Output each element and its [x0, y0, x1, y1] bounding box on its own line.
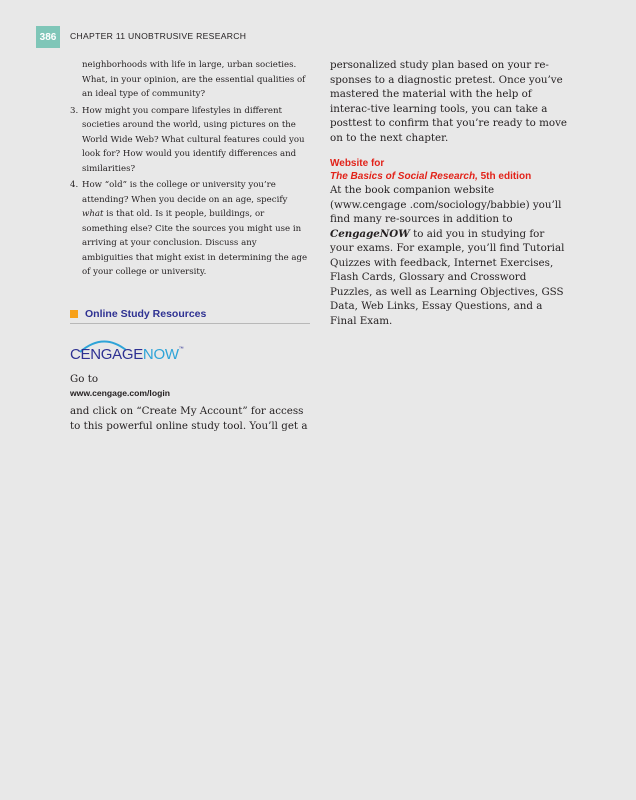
online-resources-heading: [70, 308, 310, 324]
right-column: [330, 58, 570, 328]
square-bullet-icon: [70, 310, 78, 318]
question-item: [70, 104, 310, 177]
question-item: [70, 178, 310, 280]
question-number: 3.: [70, 105, 79, 116]
website-description: [330, 183, 570, 328]
website-heading-line2: [330, 170, 570, 183]
go-to-text: Go to: [70, 372, 99, 385]
question-text-italic: what: [82, 209, 104, 219]
question-text: [82, 178, 310, 280]
website-heading-line1: Website for: [330, 158, 385, 169]
logo-text-now: NOW: [142, 345, 179, 363]
question-2-continuation: neighborhoods with life in large, urban societies. What, in your opinion, are the essential qualities of an ideal type of community?: [82, 60, 306, 99]
question-number: 4.: [70, 180, 79, 190]
running-head: CHAPTER 11 UNOBTRUSIVE RESEARCH: [70, 31, 247, 41]
website-text-brand: CengageNOW: [330, 227, 410, 240]
section-title: Online Study Resources: [85, 307, 207, 320]
question-text-part: is that old. Is it people, buildings, or something else? Cite the sources you might use in arriving at your conclusion. Discuss any ambiguities that might exist in determining the age of your college or university.: [82, 209, 308, 277]
logo-wordmark: [70, 346, 183, 363]
study-plan-continuation: personalized study plan based on your re-sponses to a diagnostic pretest. Once you’ve mastered the material with the help of interac-tive learning tools, you can take a posttest to confirm that you’re ready to move on to the next chapter.: [330, 59, 568, 144]
website-text-part: to aid you in studying for your exams. For example, you’ll find Tutorial Quizzes with feedback, Internet Exercises, Flash Cards, Glossary and Crossword Puzzles, as well as Learning Objectives, GSS Data, Web Links, Essay Questions, and a Final Exam.: [330, 227, 565, 327]
logo-trademark: ™: [178, 345, 184, 352]
website-heading-edition: 5th edition: [477, 171, 532, 182]
left-column: [70, 58, 310, 433]
page-number-badge: 386: [36, 26, 60, 48]
access-instructions: and click on “Create My Account” for access to this powerful online study tool. You’ll get a: [70, 405, 308, 432]
website-heading-book-title: The Basics of Social Research,: [330, 171, 478, 182]
website-text-part: At the book companion website (www.cengage .com/sociology/babbie) you’ll find many re-sources in addition to: [330, 184, 562, 225]
question-text: How might you compare lifestyles in different societies around the world, using pictures on the World Wide Web? What cultural features could you look for? How would you identify differences and similarities?: [82, 105, 305, 174]
login-url-link[interactable]: www.cengage.com/login: [70, 388, 170, 398]
logo-text-cengage: CENGAGE: [70, 345, 143, 363]
question-text-part: How “old” is the college or university you’re attending? When you decide on an age, specify: [82, 180, 288, 205]
cengagenow-logo[interactable]: [70, 336, 184, 364]
